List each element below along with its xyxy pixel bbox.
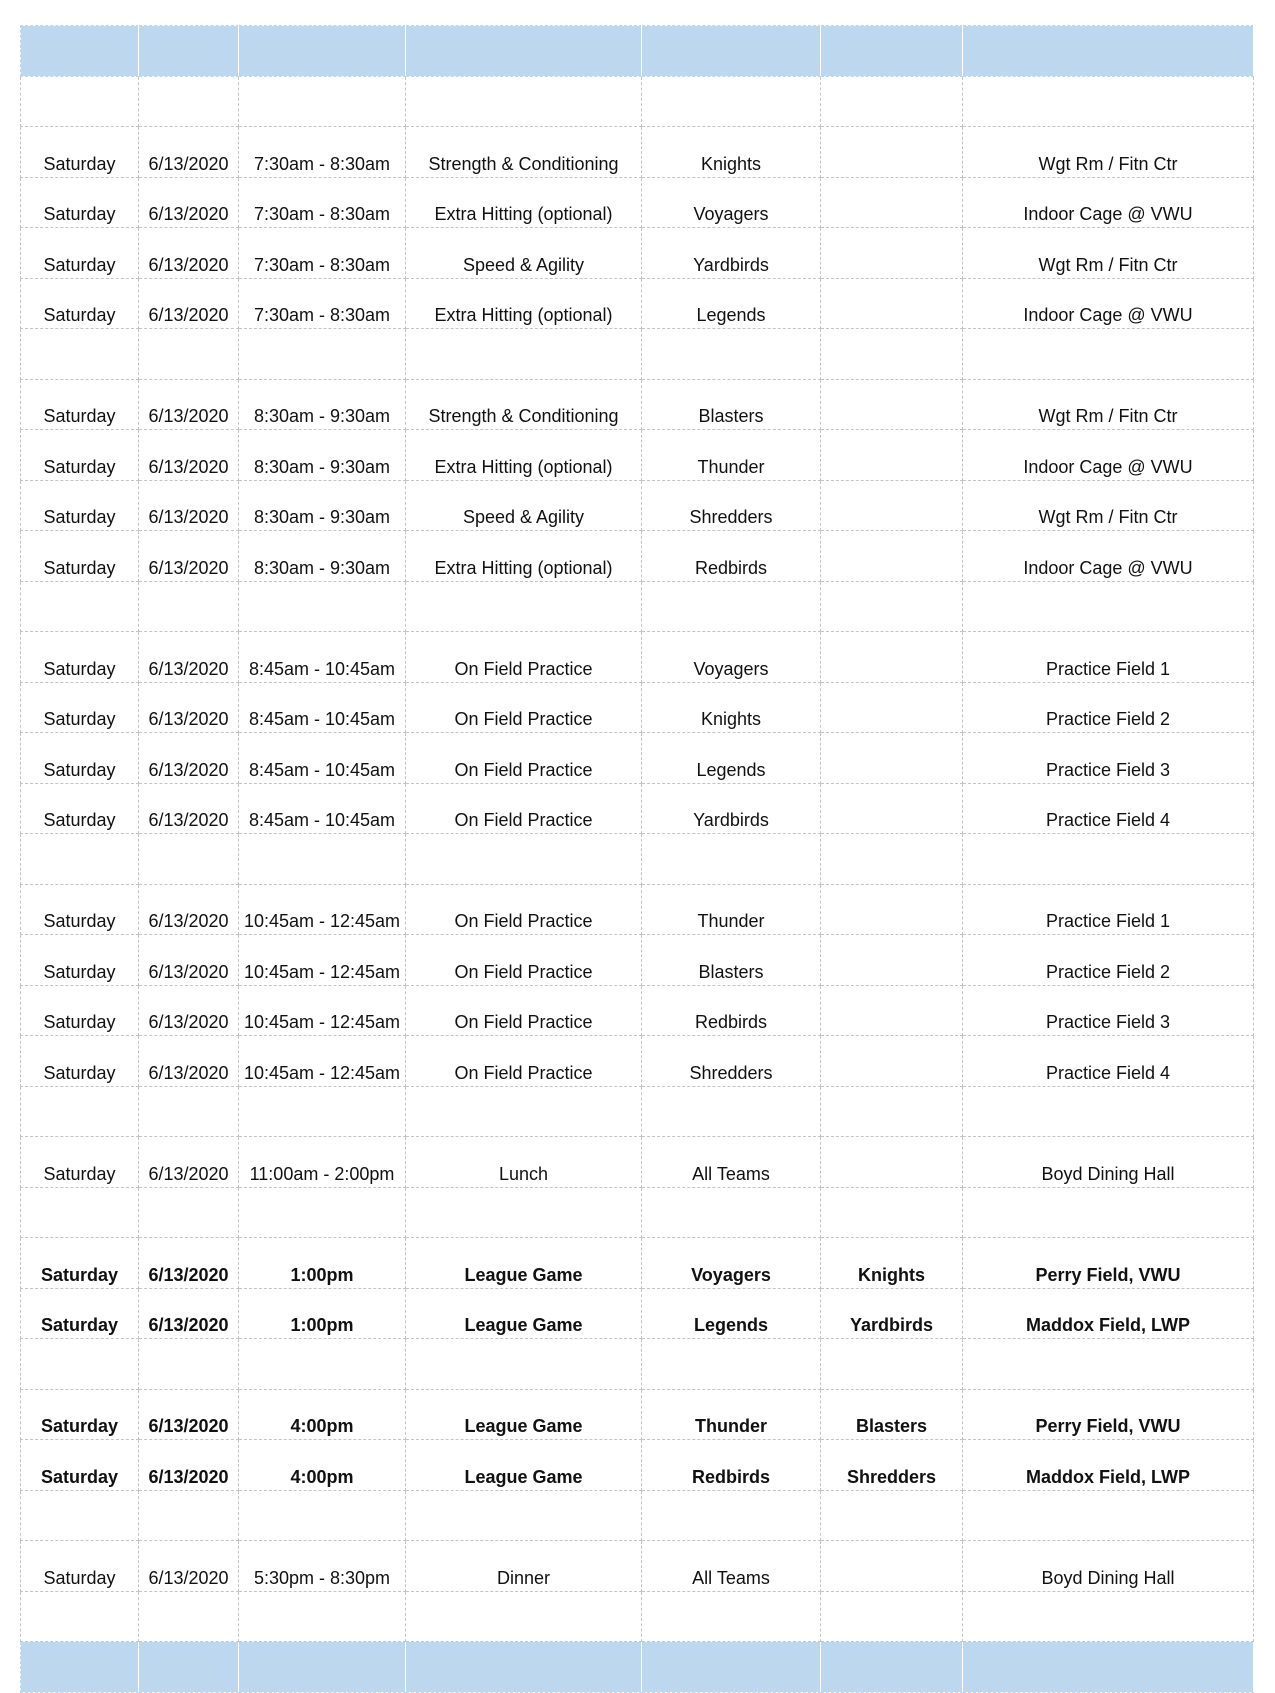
cell-team: Legends	[642, 1288, 821, 1339]
table-row	[21, 733, 1254, 784]
cell-day	[21, 1187, 139, 1238]
cell-opponent	[821, 682, 963, 733]
cell-date: 6/13/2020	[139, 177, 239, 228]
cell-day: Saturday	[21, 1036, 139, 1087]
cell-activity: On Field Practice	[406, 1036, 642, 1087]
table-row	[21, 177, 1254, 228]
cell-day: Saturday	[21, 632, 139, 683]
cell-location: Wgt Rm / Fitn Ctr	[963, 127, 1254, 178]
cell-team: Voyagers	[642, 632, 821, 683]
table-row	[21, 278, 1254, 329]
cell-location	[963, 581, 1254, 632]
cell-team	[642, 76, 821, 127]
cell-date	[139, 1339, 239, 1390]
cell-opponent	[821, 76, 963, 127]
cell-time: 8:45am - 10:45am	[239, 733, 406, 784]
cell-time	[239, 76, 406, 127]
cell-date	[139, 1086, 239, 1137]
cell-date: 6/13/2020	[139, 127, 239, 178]
cell-day: Saturday	[21, 177, 139, 228]
cell-date: 6/13/2020	[139, 531, 239, 582]
cell-day	[21, 76, 139, 127]
cell-day: Saturday	[21, 935, 139, 986]
table-row	[21, 1137, 1254, 1188]
game-row	[21, 1389, 1254, 1440]
cell-opponent	[821, 379, 963, 430]
cell-opponent	[821, 1137, 963, 1188]
spacer-row	[21, 581, 1254, 632]
cell-date: 6/13/2020	[139, 1137, 239, 1188]
schedule-rows	[21, 26, 1254, 1693]
cell-date: 6/13/2020	[139, 733, 239, 784]
cell-location: Practice Field 4	[963, 783, 1254, 834]
cell-team: Shredders	[642, 1036, 821, 1087]
cell-time	[239, 581, 406, 632]
cell-time: 8:30am - 9:30am	[239, 430, 406, 481]
cell-day: Saturday	[21, 1238, 139, 1289]
cell-location: Wgt Rm / Fitn Ctr	[963, 379, 1254, 430]
cell-location: Indoor Cage @ VWU	[963, 430, 1254, 481]
cell-day	[21, 329, 139, 380]
table-row	[21, 379, 1254, 430]
cell-opponent	[821, 935, 963, 986]
cell-day: Saturday	[21, 1389, 139, 1440]
cell-time: 10:45am - 12:45am	[239, 935, 406, 986]
game-row	[21, 1440, 1254, 1491]
cell-opponent	[821, 531, 963, 582]
cell-team	[642, 1591, 821, 1642]
cell-day	[21, 1086, 139, 1137]
cell-activity: Extra Hitting (optional)	[406, 430, 642, 481]
cell-day: Saturday	[21, 682, 139, 733]
cell-activity: Lunch	[406, 1137, 642, 1188]
cell-time: 7:30am - 8:30am	[239, 228, 406, 279]
cell-day: Saturday	[21, 430, 139, 481]
cell-day: Saturday	[21, 1137, 139, 1188]
cell-activity: League Game	[406, 1440, 642, 1491]
cell-date	[139, 1187, 239, 1238]
cell-opponent: Blasters	[821, 1389, 963, 1440]
cell-activity: On Field Practice	[406, 682, 642, 733]
cell-time: 7:30am - 8:30am	[239, 127, 406, 178]
cell-date	[139, 834, 239, 885]
cell-location: Practice Field 2	[963, 935, 1254, 986]
game-row	[21, 1238, 1254, 1289]
cell-team: All Teams	[642, 1541, 821, 1592]
cell-team: Redbirds	[642, 531, 821, 582]
table-row	[21, 531, 1254, 582]
cell-team: Thunder	[642, 1389, 821, 1440]
cell-activity: Strength & Conditioning	[406, 379, 642, 430]
cell-date: 6/13/2020	[139, 430, 239, 481]
cell-time: 8:45am - 10:45am	[239, 632, 406, 683]
cell-day	[21, 1591, 139, 1642]
cell-location	[963, 76, 1254, 127]
cell-team: Thunder	[642, 430, 821, 481]
cell-date	[139, 76, 239, 127]
cell-team: All Teams	[642, 1137, 821, 1188]
cell-activity: On Field Practice	[406, 733, 642, 784]
cell-team: Redbirds	[642, 1440, 821, 1491]
cell-team: Blasters	[642, 935, 821, 986]
cell-opponent	[821, 127, 963, 178]
cell-date: 6/13/2020	[139, 1036, 239, 1087]
cell-time: 4:00pm	[239, 1440, 406, 1491]
cell-location: Indoor Cage @ VWU	[963, 278, 1254, 329]
cell-location: Perry Field, VWU	[963, 1389, 1254, 1440]
cell-date	[139, 329, 239, 380]
cell-team: Redbirds	[642, 985, 821, 1036]
cell-activity	[406, 1339, 642, 1390]
cell-opponent	[821, 632, 963, 683]
cell-opponent	[821, 985, 963, 1036]
table-row	[21, 935, 1254, 986]
cell-location: Practice Field 1	[963, 884, 1254, 935]
cell-day: Saturday	[21, 379, 139, 430]
cell-opponent	[821, 733, 963, 784]
cell-time	[239, 1591, 406, 1642]
cell-team: Voyagers	[642, 177, 821, 228]
cell-day: Saturday	[21, 1440, 139, 1491]
cell-time	[239, 834, 406, 885]
table-row	[21, 1036, 1254, 1087]
cell-activity	[406, 1490, 642, 1541]
cell-team: Legends	[642, 733, 821, 784]
table-row	[21, 783, 1254, 834]
cell-opponent	[821, 1036, 963, 1087]
cell-opponent: Yardbirds	[821, 1288, 963, 1339]
cell-activity: League Game	[406, 1238, 642, 1289]
cell-activity: Strength & Conditioning	[406, 127, 642, 178]
cell-day	[21, 1490, 139, 1541]
cell-opponent	[821, 480, 963, 531]
cell-day: Saturday	[21, 985, 139, 1036]
cell-time: 8:45am - 10:45am	[239, 682, 406, 733]
cell-date: 6/13/2020	[139, 935, 239, 986]
cell-location	[963, 329, 1254, 380]
cell-date: 6/13/2020	[139, 985, 239, 1036]
cell-opponent	[821, 430, 963, 481]
cell-activity	[406, 26, 642, 77]
cell-time: 8:45am - 10:45am	[239, 783, 406, 834]
cell-location: Wgt Rm / Fitn Ctr	[963, 480, 1254, 531]
spacer-row	[21, 1187, 1254, 1238]
cell-team	[642, 581, 821, 632]
cell-location: Wgt Rm / Fitn Ctr	[963, 228, 1254, 279]
table-row	[21, 127, 1254, 178]
cell-date: 6/13/2020	[139, 783, 239, 834]
cell-day: Saturday	[21, 480, 139, 531]
cell-activity: Extra Hitting (optional)	[406, 278, 642, 329]
table-row	[21, 430, 1254, 481]
cell-time: 10:45am - 12:45am	[239, 985, 406, 1036]
cell-opponent	[821, 581, 963, 632]
cell-activity	[406, 1086, 642, 1137]
table-row	[21, 228, 1254, 279]
cell-activity	[406, 1642, 642, 1693]
cell-location: Practice Field 2	[963, 682, 1254, 733]
game-row	[21, 1288, 1254, 1339]
table-row	[21, 632, 1254, 683]
cell-day: Saturday	[21, 1288, 139, 1339]
cell-time	[239, 26, 406, 77]
cell-location	[963, 1339, 1254, 1390]
cell-date	[139, 1591, 239, 1642]
cell-day	[21, 834, 139, 885]
cell-activity: Extra Hitting (optional)	[406, 177, 642, 228]
spacer-row	[21, 76, 1254, 127]
cell-opponent: Knights	[821, 1238, 963, 1289]
cell-opponent	[821, 834, 963, 885]
cell-time: 1:00pm	[239, 1238, 406, 1289]
table-row	[21, 1541, 1254, 1592]
cell-location	[963, 1490, 1254, 1541]
cell-opponent	[821, 329, 963, 380]
spacer-row	[21, 1086, 1254, 1137]
cell-date: 6/13/2020	[139, 1541, 239, 1592]
cell-date: 6/13/2020	[139, 884, 239, 935]
cell-time: 7:30am - 8:30am	[239, 177, 406, 228]
cell-time	[239, 1187, 406, 1238]
cell-team: Yardbirds	[642, 228, 821, 279]
cell-day: Saturday	[21, 783, 139, 834]
cell-time: 5:30pm - 8:30pm	[239, 1541, 406, 1592]
cell-opponent	[821, 26, 963, 77]
cell-activity	[406, 329, 642, 380]
cell-opponent	[821, 1642, 963, 1693]
spacer-row	[21, 1339, 1254, 1390]
cell-day	[21, 581, 139, 632]
cell-team	[642, 1339, 821, 1390]
cell-date: 6/13/2020	[139, 379, 239, 430]
cell-day: Saturday	[21, 228, 139, 279]
spacer-row	[21, 329, 1254, 380]
cell-day: Saturday	[21, 278, 139, 329]
cell-date: 6/13/2020	[139, 480, 239, 531]
cell-team	[642, 1490, 821, 1541]
cell-location: Maddox Field, LWP	[963, 1288, 1254, 1339]
cell-location: Practice Field 1	[963, 632, 1254, 683]
cell-date	[139, 581, 239, 632]
cell-date: 6/13/2020	[139, 1288, 239, 1339]
cell-team: Yardbirds	[642, 783, 821, 834]
cell-team: Voyagers	[642, 1238, 821, 1289]
table-row	[21, 480, 1254, 531]
cell-activity: Speed & Agility	[406, 480, 642, 531]
cell-time: 7:30am - 8:30am	[239, 278, 406, 329]
cell-team	[642, 1187, 821, 1238]
cell-location: Indoor Cage @ VWU	[963, 531, 1254, 582]
cell-activity	[406, 1187, 642, 1238]
cell-location	[963, 1187, 1254, 1238]
cell-activity: On Field Practice	[406, 935, 642, 986]
cell-team	[642, 1086, 821, 1137]
cell-location: Boyd Dining Hall	[963, 1541, 1254, 1592]
cell-opponent	[821, 1086, 963, 1137]
cell-location	[963, 1642, 1254, 1693]
cell-opponent	[821, 278, 963, 329]
cell-activity: On Field Practice	[406, 632, 642, 683]
cell-team: Shredders	[642, 480, 821, 531]
cell-team: Thunder	[642, 884, 821, 935]
cell-location: Practice Field 4	[963, 1036, 1254, 1087]
cell-team	[642, 834, 821, 885]
cell-activity	[406, 581, 642, 632]
cell-location: Practice Field 3	[963, 733, 1254, 784]
cell-opponent	[821, 1490, 963, 1541]
cell-date	[139, 26, 239, 77]
cell-time: 8:30am - 9:30am	[239, 531, 406, 582]
cell-date: 6/13/2020	[139, 1238, 239, 1289]
cell-team	[642, 1642, 821, 1693]
cell-location: Boyd Dining Hall	[963, 1137, 1254, 1188]
header-band-row	[21, 26, 1254, 77]
cell-time: 1:00pm	[239, 1288, 406, 1339]
cell-opponent: Shredders	[821, 1440, 963, 1491]
cell-date: 6/13/2020	[139, 1440, 239, 1491]
spacer-row	[21, 834, 1254, 885]
cell-opponent	[821, 1187, 963, 1238]
cell-location: Practice Field 3	[963, 985, 1254, 1036]
cell-activity: On Field Practice	[406, 985, 642, 1036]
cell-activity	[406, 1591, 642, 1642]
cell-time: 8:30am - 9:30am	[239, 379, 406, 430]
cell-team: Knights	[642, 127, 821, 178]
cell-activity: On Field Practice	[406, 783, 642, 834]
cell-opponent	[821, 1339, 963, 1390]
cell-location	[963, 26, 1254, 77]
cell-date: 6/13/2020	[139, 682, 239, 733]
cell-team: Knights	[642, 682, 821, 733]
cell-day: Saturday	[21, 531, 139, 582]
table-row	[21, 884, 1254, 935]
spacer-row	[21, 1490, 1254, 1541]
cell-activity: League Game	[406, 1288, 642, 1339]
spacer-row	[21, 1591, 1254, 1642]
cell-time	[239, 1086, 406, 1137]
cell-date: 6/13/2020	[139, 632, 239, 683]
cell-location: Perry Field, VWU	[963, 1238, 1254, 1289]
cell-date: 6/13/2020	[139, 278, 239, 329]
cell-location	[963, 1086, 1254, 1137]
cell-time: 10:45am - 12:45am	[239, 1036, 406, 1087]
cell-day: Saturday	[21, 733, 139, 784]
cell-time	[239, 329, 406, 380]
cell-team: Legends	[642, 278, 821, 329]
cell-time: 11:00am - 2:00pm	[239, 1137, 406, 1188]
cell-day: Saturday	[21, 884, 139, 935]
cell-activity: On Field Practice	[406, 884, 642, 935]
header-band-row	[21, 1642, 1254, 1693]
cell-opponent	[821, 177, 963, 228]
cell-opponent	[821, 783, 963, 834]
cell-location: Indoor Cage @ VWU	[963, 177, 1254, 228]
table-row	[21, 985, 1254, 1036]
cell-opponent	[821, 884, 963, 935]
cell-activity: Extra Hitting (optional)	[406, 531, 642, 582]
cell-time: 8:30am - 9:30am	[239, 480, 406, 531]
cell-team: Blasters	[642, 379, 821, 430]
cell-activity: League Game	[406, 1389, 642, 1440]
table-row	[21, 682, 1254, 733]
cell-location	[963, 834, 1254, 885]
cell-day	[21, 26, 139, 77]
cell-day	[21, 1339, 139, 1390]
cell-day	[21, 1642, 139, 1693]
cell-time: 10:45am - 12:45am	[239, 884, 406, 935]
cell-time	[239, 1642, 406, 1693]
cell-date: 6/13/2020	[139, 228, 239, 279]
cell-date	[139, 1642, 239, 1693]
cell-day: Saturday	[21, 127, 139, 178]
cell-team	[642, 329, 821, 380]
schedule-table	[20, 25, 1254, 1693]
cell-activity: Dinner	[406, 1541, 642, 1592]
cell-date: 6/13/2020	[139, 1389, 239, 1440]
cell-location: Maddox Field, LWP	[963, 1440, 1254, 1491]
cell-opponent	[821, 1591, 963, 1642]
cell-opponent	[821, 228, 963, 279]
cell-opponent	[821, 1541, 963, 1592]
cell-time	[239, 1339, 406, 1390]
cell-activity	[406, 76, 642, 127]
cell-date	[139, 1490, 239, 1541]
cell-time	[239, 1490, 406, 1541]
cell-activity	[406, 834, 642, 885]
cell-location	[963, 1591, 1254, 1642]
cell-activity: Speed & Agility	[406, 228, 642, 279]
cell-team	[642, 26, 821, 77]
cell-day: Saturday	[21, 1541, 139, 1592]
cell-time: 4:00pm	[239, 1389, 406, 1440]
